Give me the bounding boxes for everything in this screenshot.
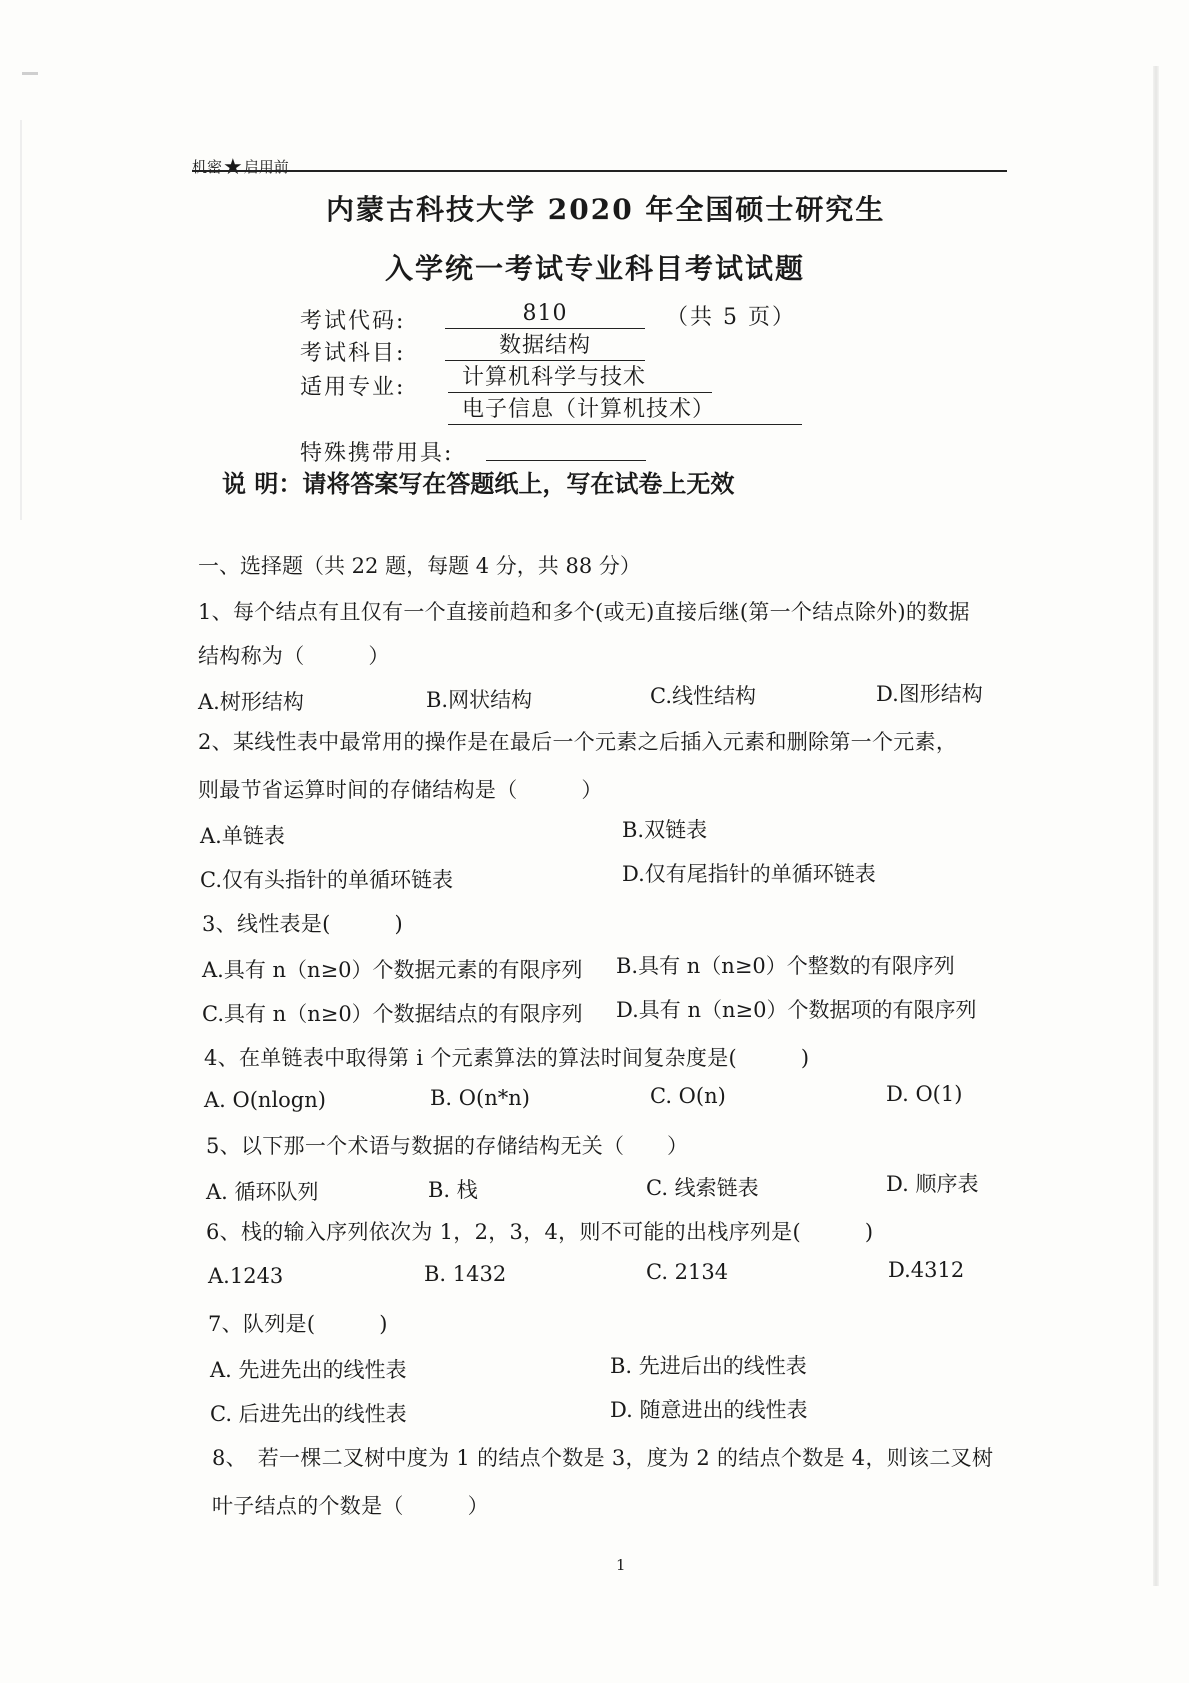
question-5-option-a: A. 循环队列 — [206, 1180, 319, 1204]
question-4-option-d: D. O(1) — [886, 1082, 963, 1106]
major-value-1: 计算机科学与技术 — [448, 364, 712, 393]
question-3-option-a: A.具有 n（n≥0）个数据元素的有限序列 — [202, 958, 583, 982]
question-7-option-a: A. 先进先出的线性表 — [210, 1358, 407, 1382]
exam-subject-value: 数据结构 — [445, 332, 645, 361]
question-4-option-a: A. O(nlogn) — [204, 1088, 326, 1112]
exam-title-line2: 入学统一考试专业科目考试试题 — [385, 252, 806, 285]
question-7-option-b: B. 先进后出的线性表 — [610, 1354, 807, 1378]
scan-edge — [1153, 66, 1159, 1586]
question-4-option-b: B. O(n*n) — [430, 1086, 530, 1110]
question-5-option-b: B. 栈 — [428, 1178, 478, 1202]
page-count: （共 5 页） — [666, 305, 796, 330]
question-3-option-c: C.具有 n（n≥0）个数据结点的有限序列 — [202, 1002, 583, 1026]
question-1-option-d: D.图形结构 — [876, 682, 983, 706]
question-3-option-d: D.具有 n（n≥0）个数据项的有限序列 — [616, 998, 977, 1022]
question-3-stem: 3、线性表是( ) — [202, 912, 404, 936]
question-1-stem: 1、每个结点有且仅有一个直接前趋和多个(或无)直接后继(第一个结点除外)的数据 — [198, 600, 970, 624]
confidential-right: 启用前 — [243, 158, 289, 176]
major-label: 适用专业: — [300, 375, 406, 400]
question-8-stem: 8、 若一棵二叉树中度为 1 的结点个数是 3，度为 2 的结点个数是 4，则该二叉树 — [212, 1446, 994, 1470]
question-2-stem: 2、某线性表中最常用的操作是在最后一个元素之后插入元素和删除第一个元素， — [198, 730, 958, 754]
question-2-option-b: B.双链表 — [622, 818, 708, 842]
question-7-option-c: C. 后进先出的线性表 — [210, 1402, 407, 1426]
exam-code-value: 810 — [445, 300, 645, 329]
question-2-option-d: D.仅有尾指针的单循环链表 — [622, 862, 876, 886]
confidential-label — [192, 155, 289, 180]
question-8-stem-cont: 叶子结点的个数是（ ） — [212, 1494, 489, 1518]
question-4-option-c: C. O(n) — [650, 1084, 726, 1108]
question-6-option-a: A.1243 — [208, 1264, 284, 1288]
exam-code-label: 考试代码: — [300, 309, 406, 334]
special-tools-value — [486, 432, 646, 461]
header-rule — [192, 170, 1007, 172]
scan-mark — [22, 72, 38, 75]
page-number: 1 — [616, 1556, 626, 1574]
exam-subject-label: 考试科目: — [300, 341, 406, 366]
special-tools-label: 特殊携带用具: — [300, 441, 454, 466]
star-icon: ★ — [223, 155, 243, 180]
instructions-note: 说 明：请将答案写在答题纸上，写在试卷上无效 — [222, 469, 735, 498]
question-2-option-a: A.单链表 — [200, 824, 285, 848]
question-5-option-c: C. 线索链表 — [646, 1176, 759, 1200]
question-5-option-d: D. 顺序表 — [886, 1172, 979, 1196]
question-6-option-c: C. 2134 — [646, 1260, 729, 1284]
question-2-stem-cont: 则最节省运算时间的存储结构是（ ） — [198, 778, 603, 802]
question-4-stem: 4、在单链表中取得第 i 个元素算法的算法时间复杂度是( ) — [204, 1046, 810, 1070]
question-6-stem: 6、栈的输入序列依次为 1，2，3，4，则不可能的出栈序列是( ) — [206, 1220, 874, 1244]
question-3-option-b: B.具有 n（n≥0）个整数的有限序列 — [616, 954, 955, 978]
scan-mark — [20, 120, 22, 520]
section-heading: 一、选择题（共 22 题，每题 4 分，共 88 分） — [198, 554, 641, 578]
question-7-option-d: D. 随意进出的线性表 — [610, 1398, 808, 1422]
question-1-option-c: C.线性结构 — [650, 684, 756, 708]
exam-title-line1: 内蒙古科技大学 2020 年全国硕士研究生 — [326, 193, 886, 226]
question-1-option-b: B.网状结构 — [426, 688, 533, 712]
question-6-option-b: B. 1432 — [424, 1262, 507, 1286]
confidential-left: 机密 — [192, 158, 223, 176]
question-5-stem: 5、以下那一个术语与数据的存储结构无关（ ） — [206, 1134, 689, 1158]
question-1-option-a: A.树形结构 — [198, 690, 304, 714]
question-6-option-d: D.4312 — [888, 1258, 965, 1282]
question-2-option-c: C.仅有头指针的单循环链表 — [200, 868, 453, 892]
major-value-2: 电子信息（计算机技术） — [448, 396, 802, 425]
question-7-stem: 7、队列是( ) — [208, 1312, 388, 1336]
question-1-stem-cont: 结构称为（ ） — [198, 644, 390, 668]
